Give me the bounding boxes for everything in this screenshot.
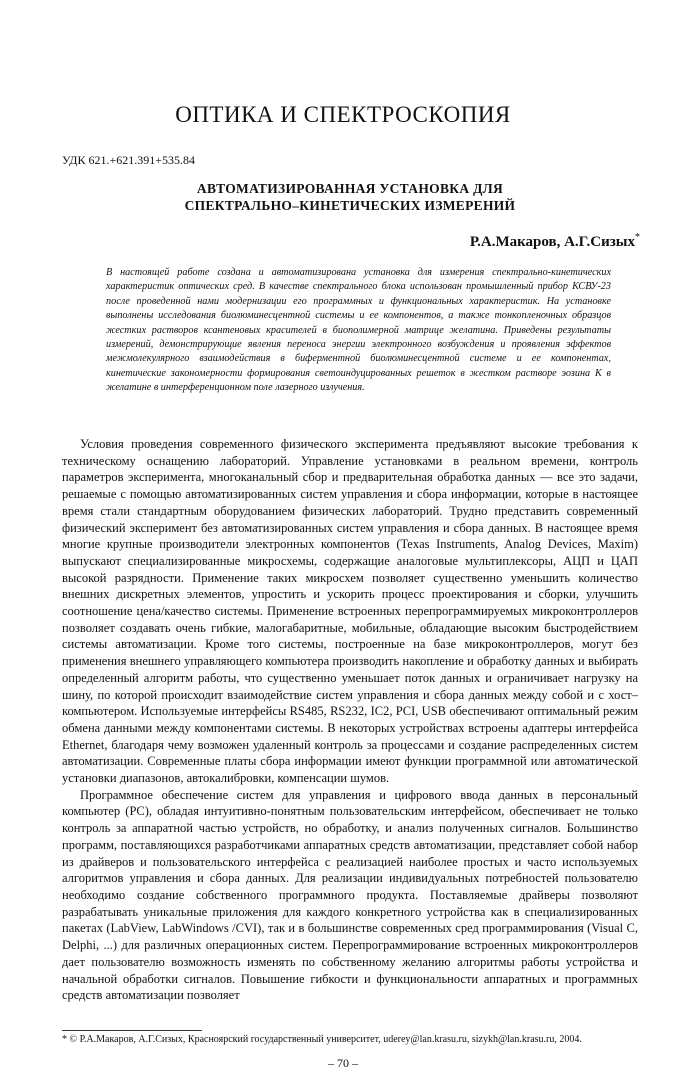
page-number: – 70 – — [328, 1056, 358, 1070]
footnote-divider — [62, 1030, 202, 1031]
body-paragraph-2: Программное обеспечение систем для управления и цифрового ввода данных в персональный компьютер (PC), обладая интуитивно-понятным пользовательским интерфейсом, обеспечивает не только контроль за аппаратной частью устройств, но обработку, и анализ полученных сигналов. Большинство программ, поставляющихся разработчиками аппаратных средств автоматизации, представляет собой набор из драйверов и пользовательского интерфейса с реализацией наиболее простых и часто используемых алгоритмов управления и сбора данных. Для реализации индивидуальных потребностей пользователю необходимо создание собственного программного продукта. Поставляемые драйверы позволяют разрабатывать уникальные приложения для каждого конкретного устройства как в специализированных пакетах (LabView, LabWindows /CVI), так и в большинстве современных сред программирования (Visual C, Delphi, ...) для различных операционных систем. Перепрограммирование встроенных микроконтроллеров дает пользователю возможность изменять по собственному желанию алгоритмы работы устройства и начальной обработки сигналов. Повышение гибкости и функциональности аппаратных и программных средств автоматизации позволяет — [62, 787, 638, 1003]
udk-code: УДК 621.+621.391+535.84 — [62, 153, 196, 167]
author-footnote-mark: * — [635, 232, 640, 243]
author-names: Р.А.Макаров, А.Г.Сизых — [469, 234, 635, 250]
article-body — [62, 436, 638, 1004]
body-paragraph-1: Условия проведения современного физического эксперимента предъявляют высокие требования к техническому оснащению лабораторий. Управление установками в реальном времени, контроль параметров эксперимента, многоканальный сбор и предварительная обработка данных — все это задачи, решаемые с помощью автоматизированных систем управления и сбора информации, которые в настоящее время стали стандартным оборудованием физических лабораторий. Трудно представить современный физический эксперимент без автоматизированных систем управления и сбора данных. В настоящее время многие крупные производители электронных компонентов (Texas Instruments, Analog Devices, Maxim) выпускают специализированные микросхемы, содержащие аналоговые мультиплексоры, АЦП и ЦАП высокой разрядности. Применение таких микросхем позволяет существенно уменьшить количество внешних дискретных элементов, упростить и ускорить процесс проектирования и сборки, улучшить соотношение цена/качество системы. Применение встроенных перепрограммируемых микроконтроллеров позволяет создавать очень гибкие, малогабаритные, мобильные, обладающие высоким быстродействием системы автоматизации. Кроме того системы, построенные на базе микроконтроллеров, могут без применения внешнего управляющего компьютера производить накопление и обработку данных и выбирать определенный алгоритм работы, что существенно уменьшает поток данных и ограничивает нагрузку на шину, по которой происходит взаимодействие систем управления и сбора данных между собой и с хост–компьютером. Используемые интерфейсы RS485, RS232, IC2, PCI, USB обеспечивают оптимальный режим обмена данными между компонентами системы. В некоторых устройствах встроены адаптеры интерфейса Ethernet, благодаря чему возможен удаленный контроль за процессами и создание распределенных систем автоматизации. Современные платы сбора информации имеют функции программной или автоматической установки диапазонов, автокалибровки, компенсации шумов. — [62, 437, 638, 786]
footnote: * © Р.А.Макаров, А.Г.Сизых, Красноярский государственный университет, uderey@lan.krasu.ru, sizykh@lan.krasu.ru, 2004. — [62, 1034, 582, 1045]
authors — [470, 232, 640, 251]
paper-title — [70, 180, 630, 214]
section-title: ОПТИКА И СПЕКТРОСКОПИЯ — [175, 102, 511, 127]
paper-title-line-1: АВТОМАТИЗИРОВАННАЯ УСТАНОВКА ДЛЯ — [196, 181, 504, 196]
abstract: В настоящей работе создана и автоматизирована установка для измерения спектрально-кинетических характеристик оптических сред. В качестве спектрального блока использован промышленный прибор КСВУ-23 после проведенной нами модернизации его программных и функциональных характеристик. На установке выполнены исследования биолюминесцентной системы и ее компонентов, а также тонкопленочных образцов жестких растворов ксантеновых красителей в биополимерной матрице желатина. Приведены результаты измерений, демонстрирующие явления переноса энергии электронного возбуждения и проявления эффектов межмолекулярного взаимодействия в биферментной биолюминесцентной системе и ее компонентах, кинетические закономерности формирования светоиндуцированных решеток в жестком растворе эозина К в желатине в интерференционном поле лазерного излучения. — [106, 267, 611, 394]
paper-title-line-2: СПЕКТРАЛЬНО–КИНЕТИЧЕСКИХ ИЗМЕРЕНИЙ — [184, 198, 516, 213]
